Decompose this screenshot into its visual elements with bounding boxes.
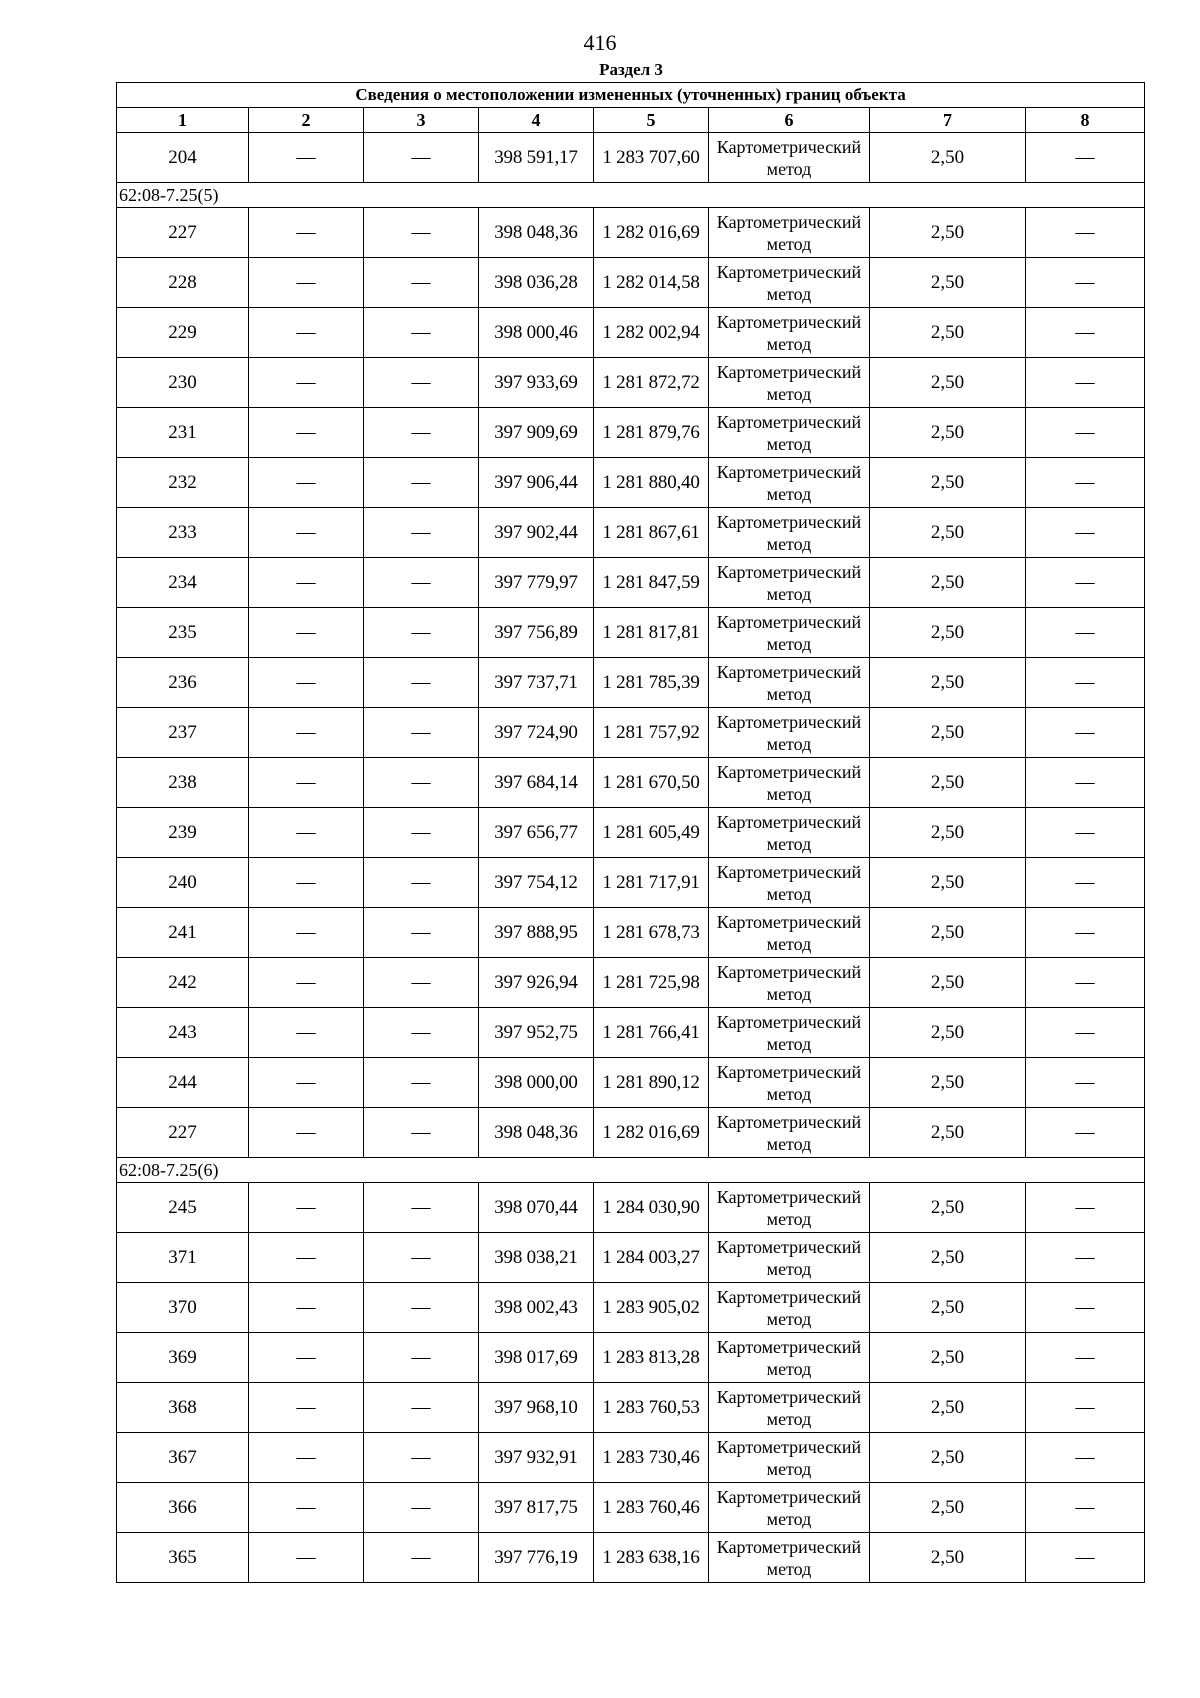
point-number-cell: 368 (117, 1383, 249, 1433)
accuracy-cell: 2,50 (870, 308, 1026, 358)
y-coordinate-cell: 1 281 847,59 (594, 558, 709, 608)
table-row (117, 458, 1145, 508)
accuracy-cell: 2,50 (870, 258, 1026, 308)
x-coordinate-cell: 398 070,44 (479, 1183, 594, 1233)
method-cell: Картометрический метод (709, 208, 870, 258)
method-cell: Картометрический метод (709, 558, 870, 608)
y-coordinate-cell: 1 281 785,39 (594, 658, 709, 708)
accuracy-cell: 2,50 (870, 1183, 1026, 1233)
table-row (117, 508, 1145, 558)
x-coordinate-cell: 398 048,36 (479, 208, 594, 258)
empty-cell: — (364, 558, 479, 608)
y-coordinate-cell: 1 281 867,61 (594, 508, 709, 558)
empty-cell: — (1026, 308, 1145, 358)
empty-cell: — (364, 958, 479, 1008)
empty-cell: — (1026, 658, 1145, 708)
empty-cell: — (364, 458, 479, 508)
table-row (117, 258, 1145, 308)
column-header: 7 (870, 108, 1026, 133)
section-title: Раздел 3 (599, 60, 663, 79)
table-row (117, 1483, 1145, 1533)
empty-cell: — (1026, 408, 1145, 458)
x-coordinate-cell: 397 968,10 (479, 1383, 594, 1433)
y-coordinate-cell: 1 281 872,72 (594, 358, 709, 408)
x-coordinate-cell: 397 724,90 (479, 708, 594, 758)
empty-cell: — (1026, 1058, 1145, 1108)
empty-cell: — (249, 708, 364, 758)
x-coordinate-cell: 398 048,36 (479, 1108, 594, 1158)
method-cell: Картометрический метод (709, 358, 870, 408)
empty-cell: — (249, 1108, 364, 1158)
y-coordinate-cell: 1 281 879,76 (594, 408, 709, 458)
y-coordinate-cell: 1 281 766,41 (594, 1008, 709, 1058)
method-cell: Картометрический метод (709, 508, 870, 558)
x-coordinate-cell: 398 038,21 (479, 1233, 594, 1283)
empty-cell: — (249, 508, 364, 558)
empty-cell: — (249, 408, 364, 458)
empty-cell: — (249, 558, 364, 608)
coordinates-table (116, 82, 1145, 1583)
x-coordinate-cell: 398 002,43 (479, 1283, 594, 1333)
y-coordinate-cell: 1 283 760,46 (594, 1483, 709, 1533)
accuracy-cell: 2,50 (870, 808, 1026, 858)
y-coordinate-cell: 1 282 016,69 (594, 1108, 709, 1158)
y-coordinate-cell: 1 283 707,60 (594, 133, 709, 183)
accuracy-cell: 2,50 (870, 208, 1026, 258)
empty-cell: — (249, 458, 364, 508)
y-coordinate-cell: 1 281 678,73 (594, 908, 709, 958)
empty-cell: — (1026, 758, 1145, 808)
accuracy-cell: 2,50 (870, 1433, 1026, 1483)
table-row (117, 908, 1145, 958)
table-row (117, 133, 1145, 183)
empty-cell: — (364, 1533, 479, 1583)
method-cell: Картометрический метод (709, 258, 870, 308)
x-coordinate-cell: 397 817,75 (479, 1483, 594, 1533)
empty-cell: — (249, 358, 364, 408)
y-coordinate-cell: 1 281 890,12 (594, 1058, 709, 1108)
x-coordinate-cell: 397 906,44 (479, 458, 594, 508)
empty-cell: — (1026, 958, 1145, 1008)
table-row (117, 858, 1145, 908)
point-number-cell: 244 (117, 1058, 249, 1108)
method-cell: Картометрический метод (709, 858, 870, 908)
column-header-row (117, 108, 1145, 133)
point-number-cell: 204 (117, 133, 249, 183)
method-cell: Картометрический метод (709, 1333, 870, 1383)
y-coordinate-cell: 1 283 730,46 (594, 1433, 709, 1483)
y-coordinate-cell: 1 284 030,90 (594, 1183, 709, 1233)
empty-cell: — (364, 508, 479, 558)
accuracy-cell: 2,50 (870, 1008, 1026, 1058)
empty-cell: — (1026, 1183, 1145, 1233)
empty-cell: — (249, 1333, 364, 1383)
point-number-cell: 228 (117, 258, 249, 308)
accuracy-cell: 2,50 (870, 358, 1026, 408)
accuracy-cell: 2,50 (870, 1108, 1026, 1158)
column-header: 5 (594, 108, 709, 133)
x-coordinate-cell: 397 902,44 (479, 508, 594, 558)
empty-cell: — (364, 1183, 479, 1233)
y-coordinate-cell: 1 281 605,49 (594, 808, 709, 858)
accuracy-cell: 2,50 (870, 1533, 1026, 1583)
point-number-cell: 242 (117, 958, 249, 1008)
y-coordinate-cell: 1 283 905,02 (594, 1283, 709, 1333)
group-row (117, 1158, 1145, 1183)
x-coordinate-cell: 397 776,19 (479, 1533, 594, 1583)
column-header: 6 (709, 108, 870, 133)
point-number-cell: 234 (117, 558, 249, 608)
point-number-cell: 371 (117, 1233, 249, 1283)
y-coordinate-cell: 1 281 725,98 (594, 958, 709, 1008)
accuracy-cell: 2,50 (870, 658, 1026, 708)
x-coordinate-cell: 397 656,77 (479, 808, 594, 858)
empty-cell: — (1026, 508, 1145, 558)
table-caption: Сведения о местоположении измененных (уточненных) границ объекта (117, 83, 1145, 108)
method-cell: Картометрический метод (709, 408, 870, 458)
point-number-cell: 229 (117, 308, 249, 358)
table-row (117, 1008, 1145, 1058)
method-cell: Картометрический метод (709, 1383, 870, 1433)
empty-cell: — (249, 258, 364, 308)
accuracy-cell: 2,50 (870, 508, 1026, 558)
accuracy-cell: 2,50 (870, 408, 1026, 458)
empty-cell: — (249, 308, 364, 358)
empty-cell: — (1026, 1533, 1145, 1583)
empty-cell: — (364, 758, 479, 808)
empty-cell: — (249, 808, 364, 858)
empty-cell: — (249, 908, 364, 958)
empty-cell: — (364, 1333, 479, 1383)
point-number-cell: 243 (117, 1008, 249, 1058)
x-coordinate-cell: 398 000,46 (479, 308, 594, 358)
empty-cell: — (249, 1058, 364, 1108)
empty-cell: — (249, 1383, 364, 1433)
empty-cell: — (364, 1283, 479, 1333)
x-coordinate-cell: 397 952,75 (479, 1008, 594, 1058)
method-cell: Картометрический метод (709, 1233, 870, 1283)
empty-cell: — (249, 758, 364, 808)
empty-cell: — (1026, 1333, 1145, 1383)
accuracy-cell: 2,50 (870, 858, 1026, 908)
point-number-cell: 366 (117, 1483, 249, 1533)
table-row (117, 1333, 1145, 1383)
x-coordinate-cell: 398 017,69 (479, 1333, 594, 1383)
empty-cell: — (1026, 258, 1145, 308)
x-coordinate-cell: 397 754,12 (479, 858, 594, 908)
table-row (117, 1183, 1145, 1233)
empty-cell: — (1026, 358, 1145, 408)
y-coordinate-cell: 1 281 717,91 (594, 858, 709, 908)
empty-cell: — (364, 808, 479, 858)
empty-cell: — (364, 608, 479, 658)
method-cell: Картометрический метод (709, 1108, 870, 1158)
point-number-cell: 236 (117, 658, 249, 708)
table-row (117, 1433, 1145, 1483)
table-row (117, 608, 1145, 658)
method-cell: Картометрический метод (709, 1433, 870, 1483)
empty-cell: — (364, 308, 479, 358)
y-coordinate-cell: 1 283 638,16 (594, 1533, 709, 1583)
empty-cell: — (364, 1433, 479, 1483)
y-coordinate-cell: 1 282 016,69 (594, 208, 709, 258)
group-label: 62:08-7.25(6) (117, 1158, 1145, 1183)
accuracy-cell: 2,50 (870, 908, 1026, 958)
column-header: 2 (249, 108, 364, 133)
point-number-cell: 231 (117, 408, 249, 458)
empty-cell: — (249, 958, 364, 1008)
table-row (117, 808, 1145, 858)
point-number-cell: 233 (117, 508, 249, 558)
table-row (117, 1233, 1145, 1283)
point-number-cell: 227 (117, 1108, 249, 1158)
point-number-cell: 369 (117, 1333, 249, 1383)
empty-cell: — (364, 358, 479, 408)
empty-cell: — (1026, 208, 1145, 258)
empty-cell: — (1026, 1483, 1145, 1533)
point-number-cell: 240 (117, 858, 249, 908)
table-row (117, 758, 1145, 808)
empty-cell: — (364, 1483, 479, 1533)
page-number: 416 (583, 30, 617, 55)
table-row (117, 1283, 1145, 1333)
empty-cell: — (364, 1058, 479, 1108)
empty-cell: — (1026, 708, 1145, 758)
method-cell: Картометрический метод (709, 608, 870, 658)
group-row (117, 183, 1145, 208)
table-row (117, 708, 1145, 758)
accuracy-cell: 2,50 (870, 1333, 1026, 1383)
empty-cell: — (1026, 133, 1145, 183)
point-number-cell: 370 (117, 1283, 249, 1333)
x-coordinate-cell: 397 932,91 (479, 1433, 594, 1483)
accuracy-cell: 2,50 (870, 758, 1026, 808)
point-number-cell: 230 (117, 358, 249, 408)
empty-cell: — (249, 133, 364, 183)
empty-cell: — (364, 1108, 479, 1158)
point-number-cell: 241 (117, 908, 249, 958)
empty-cell: — (364, 133, 479, 183)
accuracy-cell: 2,50 (870, 1383, 1026, 1433)
point-number-cell: 227 (117, 208, 249, 258)
x-coordinate-cell: 397 933,69 (479, 358, 594, 408)
point-number-cell: 232 (117, 458, 249, 508)
empty-cell: — (1026, 1108, 1145, 1158)
empty-cell: — (249, 1233, 364, 1283)
column-header: 1 (117, 108, 249, 133)
table-row (117, 558, 1145, 608)
empty-cell: — (1026, 1008, 1145, 1058)
empty-cell: — (1026, 1383, 1145, 1433)
table-row (117, 1108, 1145, 1158)
empty-cell: — (364, 408, 479, 458)
empty-cell: — (364, 208, 479, 258)
table-row (117, 208, 1145, 258)
point-number-cell: 245 (117, 1183, 249, 1233)
y-coordinate-cell: 1 281 880,40 (594, 458, 709, 508)
empty-cell: — (249, 1433, 364, 1483)
empty-cell: — (364, 1008, 479, 1058)
accuracy-cell: 2,50 (870, 1483, 1026, 1533)
method-cell: Картометрический метод (709, 1483, 870, 1533)
empty-cell: — (1026, 908, 1145, 958)
method-cell: Картометрический метод (709, 1283, 870, 1333)
column-header: 8 (1026, 108, 1145, 133)
empty-cell: — (1026, 858, 1145, 908)
point-number-cell: 238 (117, 758, 249, 808)
method-cell: Картометрический метод (709, 1183, 870, 1233)
accuracy-cell: 2,50 (870, 1058, 1026, 1108)
empty-cell: — (1026, 608, 1145, 658)
x-coordinate-cell: 397 779,97 (479, 558, 594, 608)
accuracy-cell: 2,50 (870, 558, 1026, 608)
y-coordinate-cell: 1 284 003,27 (594, 1233, 709, 1283)
accuracy-cell: 2,50 (870, 608, 1026, 658)
empty-cell: — (1026, 458, 1145, 508)
empty-cell: — (249, 1283, 364, 1333)
empty-cell: — (249, 1183, 364, 1233)
method-cell: Картометрический метод (709, 1533, 870, 1583)
method-cell: Картометрический метод (709, 1008, 870, 1058)
method-cell: Картометрический метод (709, 708, 870, 758)
table-row (117, 658, 1145, 708)
empty-cell: — (1026, 1433, 1145, 1483)
column-header: 4 (479, 108, 594, 133)
accuracy-cell: 2,50 (870, 458, 1026, 508)
point-number-cell: 365 (117, 1533, 249, 1583)
method-cell: Картометрический метод (709, 808, 870, 858)
method-cell: Картометрический метод (709, 658, 870, 708)
accuracy-cell: 2,50 (870, 708, 1026, 758)
empty-cell: — (249, 858, 364, 908)
table-row (117, 1383, 1145, 1433)
method-cell: Картометрический метод (709, 458, 870, 508)
empty-cell: — (249, 1533, 364, 1583)
empty-cell: — (249, 658, 364, 708)
empty-cell: — (364, 1383, 479, 1433)
method-cell: Картометрический метод (709, 908, 870, 958)
empty-cell: — (1026, 808, 1145, 858)
point-number-cell: 367 (117, 1433, 249, 1483)
y-coordinate-cell: 1 283 813,28 (594, 1333, 709, 1383)
empty-cell: — (364, 908, 479, 958)
empty-cell: — (249, 1008, 364, 1058)
empty-cell: — (1026, 1233, 1145, 1283)
table-row (117, 1533, 1145, 1583)
empty-cell: — (1026, 558, 1145, 608)
empty-cell: — (364, 858, 479, 908)
method-cell: Картометрический метод (709, 1058, 870, 1108)
x-coordinate-cell: 398 591,17 (479, 133, 594, 183)
accuracy-cell: 2,50 (870, 1283, 1026, 1333)
column-header: 3 (364, 108, 479, 133)
accuracy-cell: 2,50 (870, 958, 1026, 1008)
empty-cell: — (364, 258, 479, 308)
x-coordinate-cell: 398 036,28 (479, 258, 594, 308)
y-coordinate-cell: 1 283 760,53 (594, 1383, 709, 1433)
x-coordinate-cell: 397 684,14 (479, 758, 594, 808)
method-cell: Картометрический метод (709, 308, 870, 358)
accuracy-cell: 2,50 (870, 1233, 1026, 1283)
x-coordinate-cell: 397 756,89 (479, 608, 594, 658)
table-row (117, 408, 1145, 458)
x-coordinate-cell: 397 926,94 (479, 958, 594, 1008)
empty-cell: — (364, 1233, 479, 1283)
y-coordinate-cell: 1 282 002,94 (594, 308, 709, 358)
x-coordinate-cell: 397 737,71 (479, 658, 594, 708)
table-caption-row (117, 83, 1145, 108)
y-coordinate-cell: 1 282 014,58 (594, 258, 709, 308)
group-label: 62:08-7.25(5) (117, 183, 1145, 208)
y-coordinate-cell: 1 281 670,50 (594, 758, 709, 808)
x-coordinate-cell: 397 909,69 (479, 408, 594, 458)
x-coordinate-cell: 397 888,95 (479, 908, 594, 958)
empty-cell: — (364, 658, 479, 708)
point-number-cell: 239 (117, 808, 249, 858)
table-row (117, 1058, 1145, 1108)
table-row (117, 358, 1145, 408)
y-coordinate-cell: 1 281 757,92 (594, 708, 709, 758)
empty-cell: — (1026, 1283, 1145, 1333)
point-number-cell: 235 (117, 608, 249, 658)
x-coordinate-cell: 398 000,00 (479, 1058, 594, 1108)
method-cell: Картометрический метод (709, 133, 870, 183)
method-cell: Картометрический метод (709, 958, 870, 1008)
table-row (117, 958, 1145, 1008)
table-row (117, 308, 1145, 358)
method-cell: Картометрический метод (709, 758, 870, 808)
accuracy-cell: 2,50 (870, 133, 1026, 183)
empty-cell: — (249, 608, 364, 658)
y-coordinate-cell: 1 281 817,81 (594, 608, 709, 658)
empty-cell: — (249, 208, 364, 258)
point-number-cell: 237 (117, 708, 249, 758)
empty-cell: — (249, 1483, 364, 1533)
empty-cell: — (364, 708, 479, 758)
